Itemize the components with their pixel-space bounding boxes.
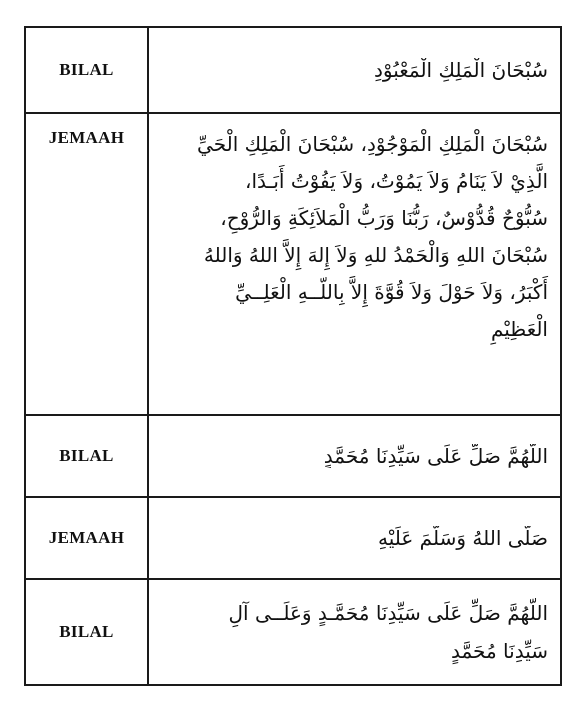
- arabic-line: صَلَّى اللهُ وَسَلَّمَ عَلَيْهِ: [378, 526, 548, 550]
- arabic-text-cell: [148, 113, 561, 415]
- arabic-text-cell: [148, 415, 561, 497]
- dzikir-table: [24, 26, 562, 686]
- arabic-text-cell: [148, 579, 561, 685]
- arabic-line: سُبْحَانَ الْمَلِكِ الْمَوْجُوْدِ، سُبْحَانَ الْمَلِكِ الْحَيِّ: [197, 132, 548, 156]
- arabic-line: سُبُّوْحٌ قُدُّوْسٌ، رَبُّنَا وَرَبُّ الْمَلاَئِكَةِ وَالرُّوْحِ،: [220, 206, 548, 230]
- arabic-line: سُبْحَانَ الْمَلِكِ الْمَعْبُوْدِ: [373, 58, 548, 82]
- arabic-line: سَيِّدِنَا مُحَمَّدٍ: [451, 639, 548, 663]
- arabic-line: سُبْحَانَ اللهِ وَالْحَمْدُ للهِ وَلاَ إِلهَ إِلاَّ اللهُ وَاللهُ: [203, 243, 548, 267]
- arabic-line: اللّهُمَّ صَلِّ عَلَى سَيِّدِنَا مُحَمَّـدٍ وَعَلَــى آلِ: [228, 601, 548, 625]
- speaker-cell: BILAL: [25, 27, 148, 113]
- table-row: [25, 113, 561, 415]
- arabic-text-cell: [148, 497, 561, 579]
- arabic-line: أَكْبَرُ، وَلاَ حَوْلَ وَلاَ قُوَّةَ إِلاَّ بِاللّــهِ الْعَلِــيِّ: [235, 280, 548, 304]
- table-row: [25, 415, 561, 497]
- speaker-cell: BILAL: [25, 415, 148, 497]
- arabic-line: الْعَظِيْمِ: [490, 317, 548, 341]
- speaker-cell: BILAL: [25, 579, 148, 685]
- speaker-cell: JEMAAH: [25, 497, 148, 579]
- table-row: [25, 497, 561, 579]
- table-row: [25, 27, 561, 113]
- arabic-line: الَّذِيْ لاَ يَنَامُ وَلاَ يَمُوْتُ، وَلاَ يَفُوْتُ أَبَـدًا،: [245, 169, 548, 193]
- speaker-cell: JEMAAH: [25, 113, 148, 415]
- arabic-text-cell: [148, 27, 561, 113]
- arabic-line: اللّهُمَّ صَلِّ عَلَى سَيِّدِنَا مُحَمَّدٍ: [323, 444, 548, 468]
- table-row: [25, 579, 561, 685]
